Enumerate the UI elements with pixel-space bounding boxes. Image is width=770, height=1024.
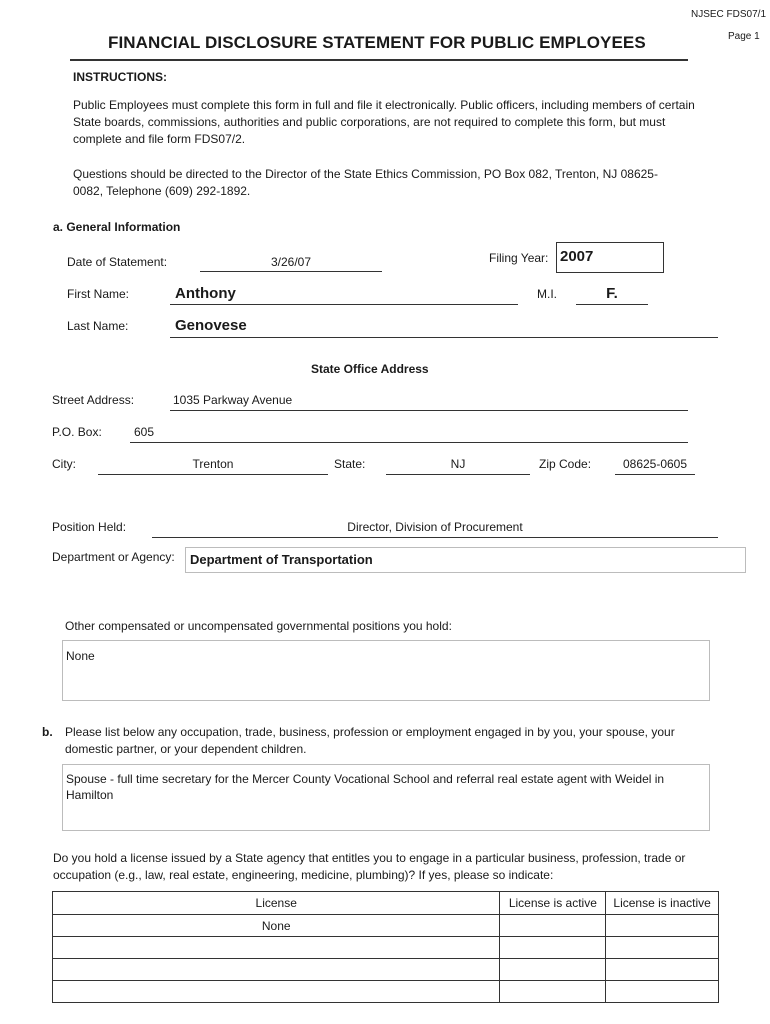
state-underline [386, 474, 530, 475]
license-active-column-header: License is active [500, 892, 606, 915]
street-address-field[interactable]: 1035 Parkway Avenue [173, 393, 293, 407]
state-label: State: [334, 457, 366, 471]
instructions-paragraph-1: Public Employees must complete this form in full and file it electronically. Public officers, including members of certain State boards, commissions, authorities and public corporations, are not required to complete this form, but must complete and file form FDS07/2. [73, 98, 695, 146]
filing-year-field[interactable] [556, 242, 664, 273]
last-name-field[interactable]: Genovese [175, 317, 247, 334]
pobox-underline [130, 442, 688, 443]
position-underline [152, 537, 718, 538]
table-row [53, 915, 719, 937]
license-cell[interactable] [53, 959, 500, 981]
first-name-underline [170, 304, 518, 305]
license-table [52, 891, 719, 1003]
mi-field[interactable]: F. [606, 285, 618, 302]
license-cell[interactable] [53, 981, 500, 1003]
license-inactive-cell[interactable] [606, 959, 719, 981]
state-office-address-heading: State Office Address [311, 362, 429, 376]
zip-underline [615, 474, 695, 475]
license-inactive-cell[interactable] [606, 981, 719, 1003]
zip-code-field[interactable]: 08625-0605 [622, 457, 688, 471]
department-label: Department or Agency: [52, 550, 175, 564]
occupation-field[interactable] [62, 764, 710, 831]
last-name-underline [170, 337, 718, 338]
date-underline [200, 271, 382, 272]
license-active-cell[interactable] [500, 959, 606, 981]
table-row [53, 937, 719, 959]
instructions-paragraph-2: Questions should be directed to the Director of the State Ethics Commission, PO Box 082, Trenton, NJ 08625-0082, Telephone (609) 292-1892. [73, 167, 658, 198]
section-a-heading: a. General Information [53, 220, 181, 234]
department-field[interactable] [185, 547, 746, 573]
license-inactive-cell[interactable] [606, 937, 719, 959]
city-label: City: [52, 457, 76, 471]
title-underline [70, 59, 688, 61]
city-underline [98, 474, 328, 475]
table-row [53, 981, 719, 1003]
pobox-label: P.O. Box: [52, 425, 102, 439]
first-name-label: First Name: [67, 287, 130, 301]
instructions-heading: INSTRUCTIONS: [73, 70, 167, 84]
license-cell[interactable] [53, 937, 500, 959]
position-held-field[interactable]: Director, Division of Procurement [347, 520, 523, 534]
license-table-header [53, 892, 719, 915]
mi-underline [576, 304, 648, 305]
license-active-cell[interactable] [500, 915, 606, 937]
other-positions-value: None [66, 649, 95, 663]
license-question: Do you hold a license issued by a State agency that entitles you to engage in a particular business, profession, trade or occupation (e.g., law, real estate, engineering, medicine, plumbing)? If yes, please so indicate: [53, 851, 686, 882]
pobox-field[interactable]: 605 [134, 425, 155, 439]
license-inactive-cell[interactable] [606, 915, 719, 937]
filing-year-value: 2007 [560, 248, 594, 265]
license-inactive-column-header: License is inactive [606, 892, 719, 915]
position-held-label: Position Held: [52, 520, 127, 534]
page-number: Page 1 [728, 31, 760, 42]
form-id: NJSEC FDS07/1 [691, 9, 767, 20]
street-underline [170, 410, 688, 411]
license-column-header: License [53, 892, 500, 915]
license-cell[interactable]: None [53, 915, 500, 937]
page-title: FINANCIAL DISCLOSURE STATEMENT FOR PUBLIC EMPLOYEES [108, 33, 646, 52]
last-name-label: Last Name: [67, 319, 129, 333]
department-value: Department of Transportation [190, 552, 373, 567]
zip-code-label: Zip Code: [539, 457, 592, 471]
license-active-cell[interactable] [500, 981, 606, 1003]
table-row [53, 959, 719, 981]
first-name-field[interactable]: Anthony [175, 285, 236, 302]
city-field[interactable]: Trenton [192, 457, 234, 471]
state-field[interactable]: NJ [450, 457, 466, 471]
street-address-label: Street Address: [52, 393, 135, 407]
occupation-value: Spouse - full time secretary for the Mercer County Vocational School and referral real estate agent with Weidel in Hamilton [66, 772, 665, 802]
mi-label: M.I. [537, 287, 557, 301]
section-b-question: Please list below any occupation, trade, business, profession or employment engaged in by you, your spouse, your domestic partner, or your dependent children. [65, 725, 675, 756]
license-active-cell[interactable] [500, 937, 606, 959]
filing-year-label: Filing Year: [489, 251, 549, 265]
section-b-marker: b. [42, 725, 53, 739]
other-positions-label: Other compensated or uncompensated governmental positions you hold: [65, 619, 452, 633]
other-positions-field[interactable] [62, 640, 710, 701]
date-of-statement-field[interactable]: 3/26/07 [270, 255, 312, 269]
date-of-statement-label: Date of Statement: [67, 255, 168, 269]
